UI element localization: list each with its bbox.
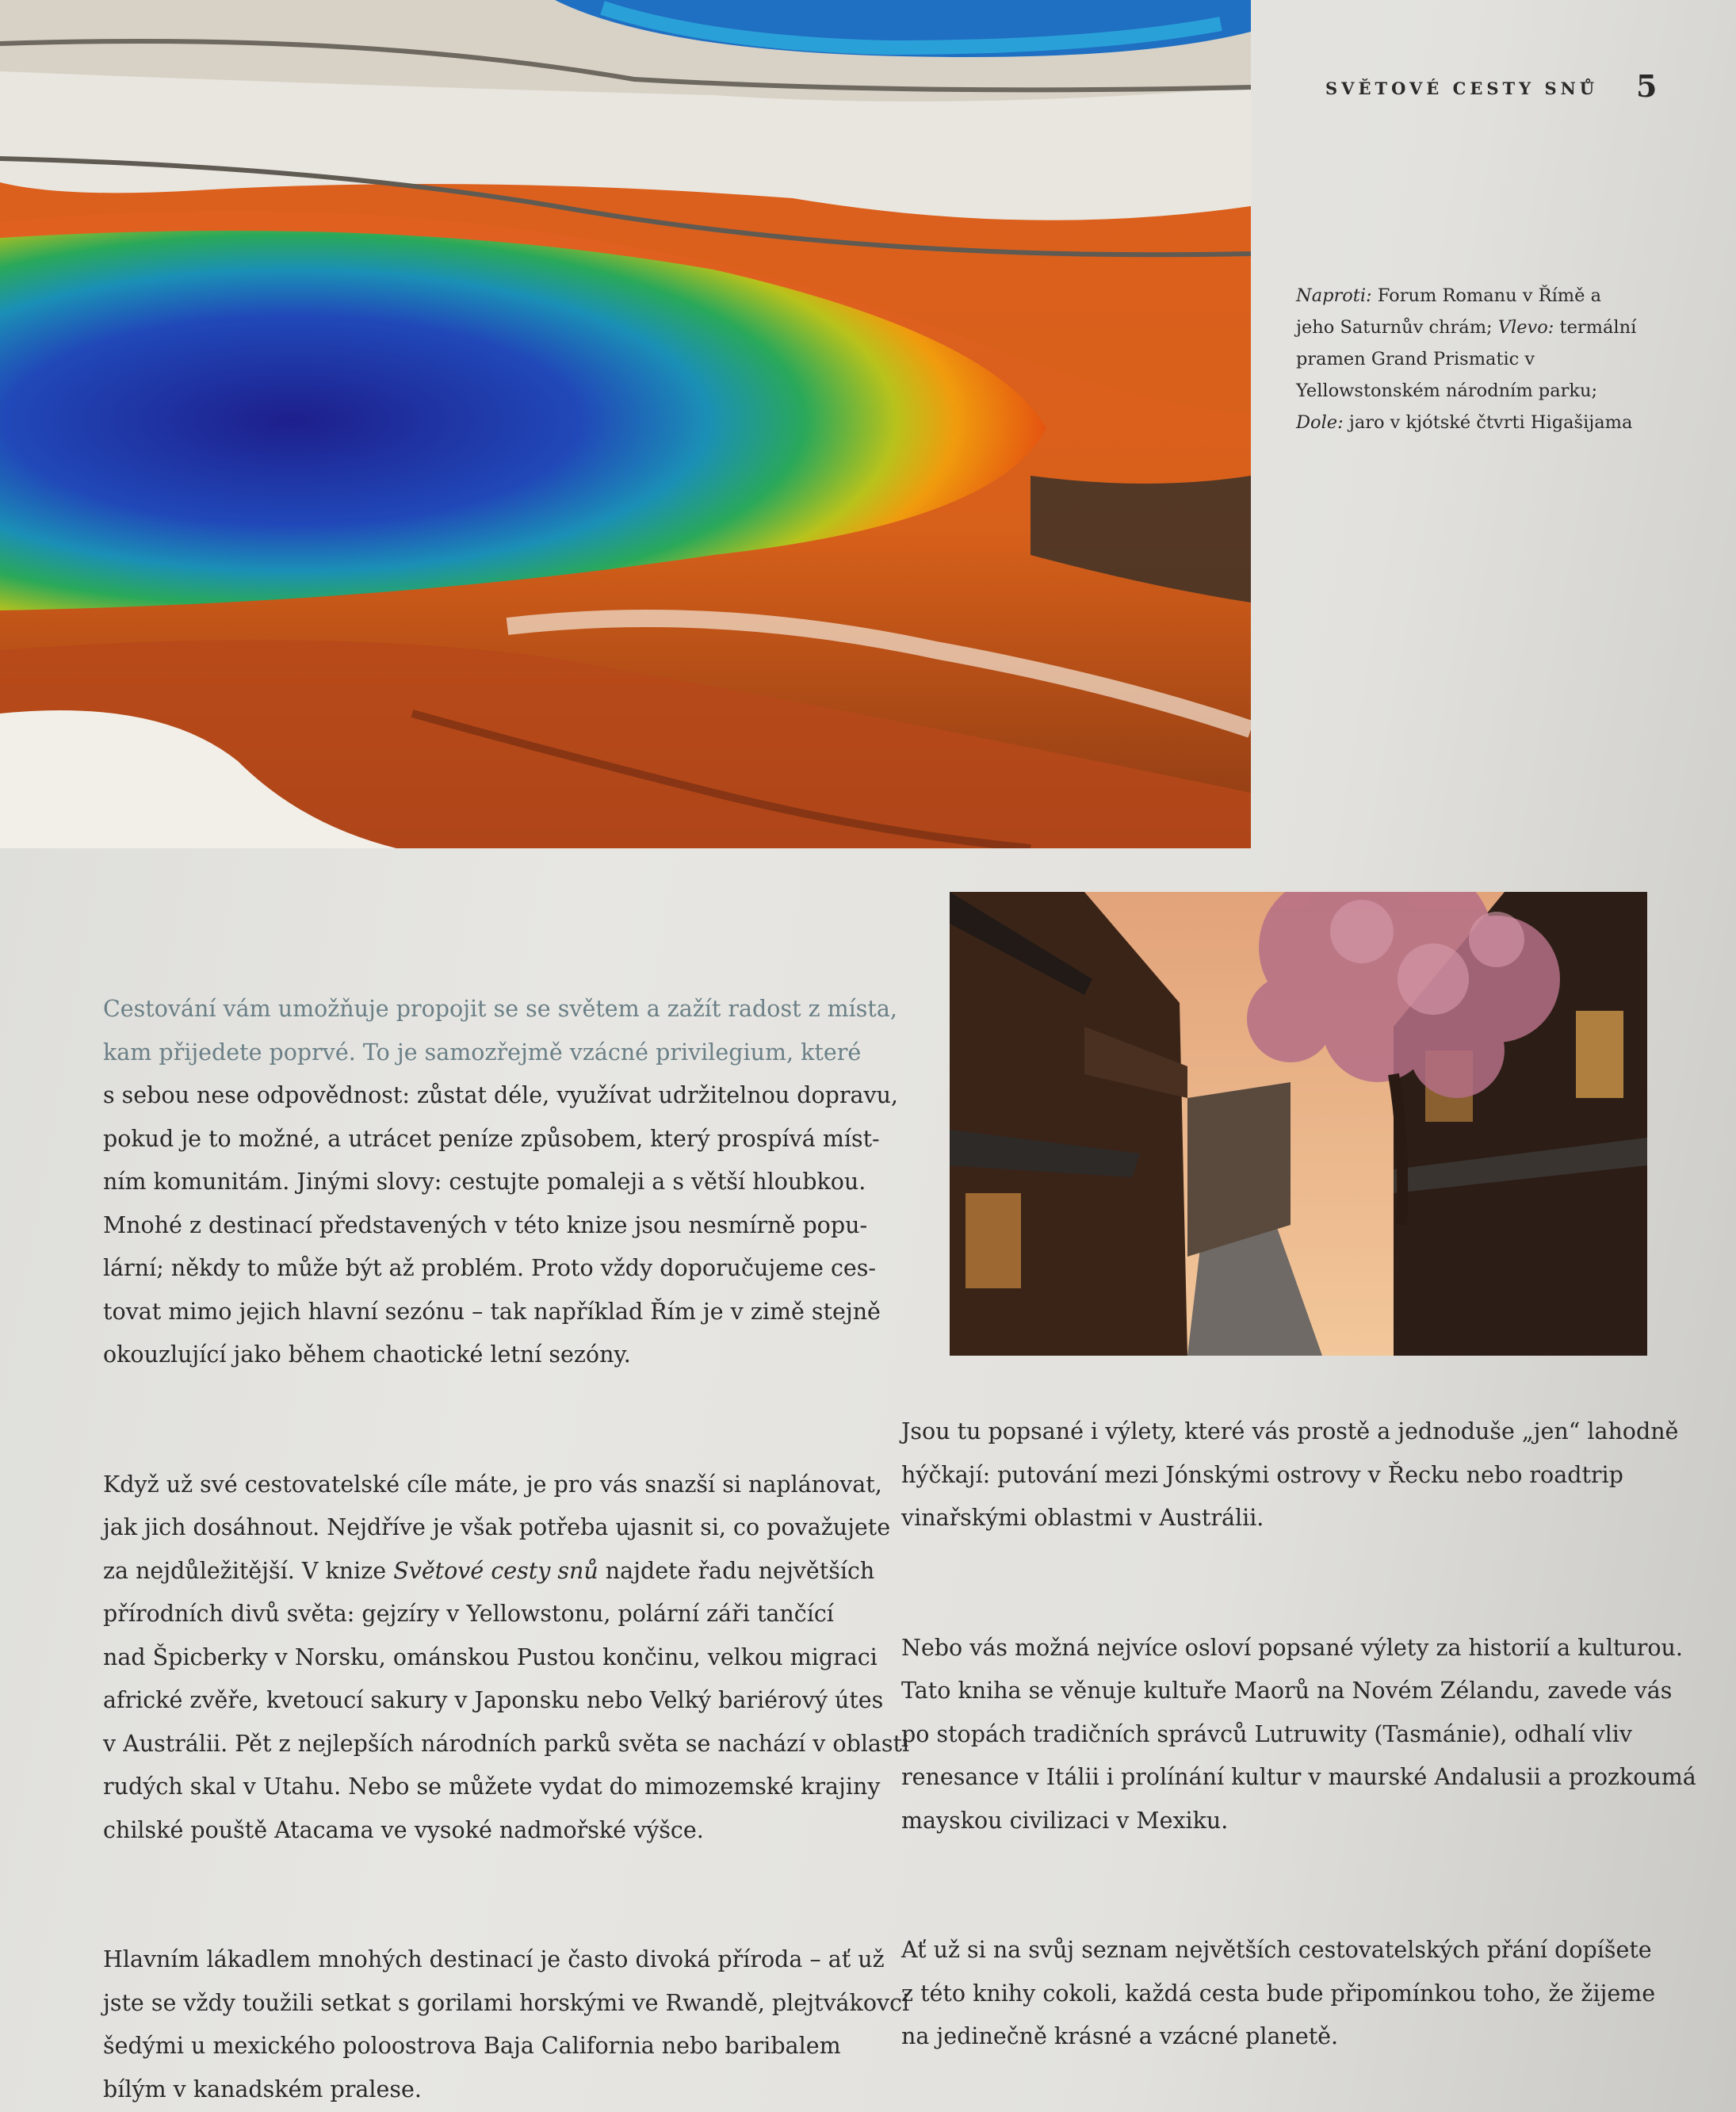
body-line: lární; někdy to může být až problém. Proto vždy doporučujeme ces- — [103, 1255, 877, 1281]
caption-label-below: Dole: — [1296, 412, 1344, 433]
running-head: SVĚTOVÉ CESTY SNŮ — [1325, 78, 1599, 98]
body-line: Když už své cestovatelské cíle máte, je pro vás snazší si naplánovat, — [103, 1471, 882, 1498]
body-line: bílým v kanadském pralese. — [103, 2076, 422, 2102]
body-line: pokud je to možné, a utrácet peníze způsobem, který prospívá míst- — [103, 1125, 880, 1152]
body-line: nad Špicberky v Norsku, ománskou Pustou končinu, velkou migraci — [103, 1643, 878, 1670]
body-line: africké zvěře, kvetoucí sakury v Japonsku nebo Velký bariérový útes — [103, 1687, 884, 1713]
intro-line: Cestování vám umožňuje propojit se se světem a zažít radost z místa, — [103, 996, 897, 1022]
body-line: v Austrálii. Pět z nejlepších národních parků světa se nachází v oblasti — [103, 1730, 910, 1757]
body-line: jste se vždy toužili setkat s gorilami horskými ve Rwandě, plejtvákovci — [103, 1989, 910, 2016]
body-line: Hlavním lákadlem mnohých destinací je často divoká příroda – ať už — [103, 1946, 885, 1972]
body-line: Tato kniha se věnuje kultuře Maorů na Novém Zélandu, zavede vás — [901, 1678, 1673, 1704]
body-line: hýčkají: putování mezi Jónskými ostrovy v Řecku nebo roadtrip — [901, 1461, 1623, 1488]
caption-label-opposite: Naproti: — [1296, 285, 1372, 306]
body-line: na jedinečně krásné a vzácné planetě. — [901, 2023, 1339, 2049]
body-line: Nebo vás možná nejvíce osloví popsané výlety za historií a kulturou. — [901, 1634, 1683, 1661]
caption-label-left: Vlevo: — [1497, 317, 1554, 338]
body-line: z této knihy cokoli, každá cesta bude připomínkou toho, že žijeme — [901, 1980, 1656, 2007]
kyoto-higashiyama-photo — [950, 892, 1647, 1356]
body-line: šedými u mexického poloostrova Baja California nebo baribalem — [103, 2033, 841, 2059]
body-line: okouzlující jako během chaotické letní sezóny. — [103, 1341, 631, 1368]
body-line: jak jich dosáhnout. Nejdříve je však potřeba ujasnit si, co považujete — [103, 1514, 891, 1540]
left-text-column — [103, 988, 909, 2111]
body-line: rudých skal v Utahu. Nebo se můžete vydat do mimozemské krajiny — [103, 1773, 881, 1800]
intro-line: kam přijedete poprvé. To je samozřejmě vzácné privilegium, které — [103, 1039, 862, 1066]
body-line: Mnohé z destinací představených v této knize jsou nesmírně popu- — [103, 1211, 868, 1238]
body-line: tovat mimo jejich hlavní sezónu – tak například Řím je v zimě stejně — [103, 1298, 881, 1325]
body-line: Jsou tu popsané i výlety, které vás prostě a jednoduše „jen“ lahodně — [901, 1418, 1679, 1444]
caption-text-left: termální pramen Grand Prismatic v Yellowstonském národním parku; — [1296, 317, 1637, 401]
caption-text-below: jaro v kjótské čtvrti Higašijama — [1343, 412, 1633, 433]
body-line: chilské pouště Atacama ve vysoké nadmořské výšce. — [103, 1816, 704, 1843]
body-line: vinařskými oblastmi v Austrálii. — [901, 1505, 1264, 1531]
grand-prismatic-photo — [0, 0, 1251, 848]
body-line: přírodních divů světa: gejzíry v Yellowstonu, polární záři tančící — [103, 1601, 834, 1627]
photo-caption — [1296, 280, 1645, 438]
body-line: mayskou civilizaci v Mexiku. — [901, 1807, 1229, 1834]
body-line: po stopách tradičních správců Lutruwity (Tasmánie), odhalí vliv — [901, 1720, 1632, 1747]
body-line: renesance v Itálii i prolínání kultur v maurské Andalusii a prozkoumá — [901, 1764, 1696, 1790]
book-title: Světové cesty snů — [393, 1557, 598, 1584]
body-text: za nejdůležitější. V knize — [103, 1557, 394, 1584]
caption-text-opposite: Forum Romanu v Římě a jeho Saturnův chrám; — [1296, 285, 1602, 338]
right-text-column — [901, 1410, 1696, 2059]
body-line: Ať už si na svůj seznam největších cestovatelských přání dopíšete — [901, 1937, 1652, 1963]
body-text: najdete řadu největších — [598, 1557, 875, 1584]
body-line: s sebou nese odpovědnost: zůstat déle, využívat udržitelnou dopravu, — [103, 1082, 898, 1108]
page-number: 5 — [1636, 68, 1658, 104]
body-line: ním komunitám. Jinými slovy: cestujte pomaleji a s větší hloubkou. — [103, 1169, 866, 1195]
body-line — [103, 1550, 909, 1594]
